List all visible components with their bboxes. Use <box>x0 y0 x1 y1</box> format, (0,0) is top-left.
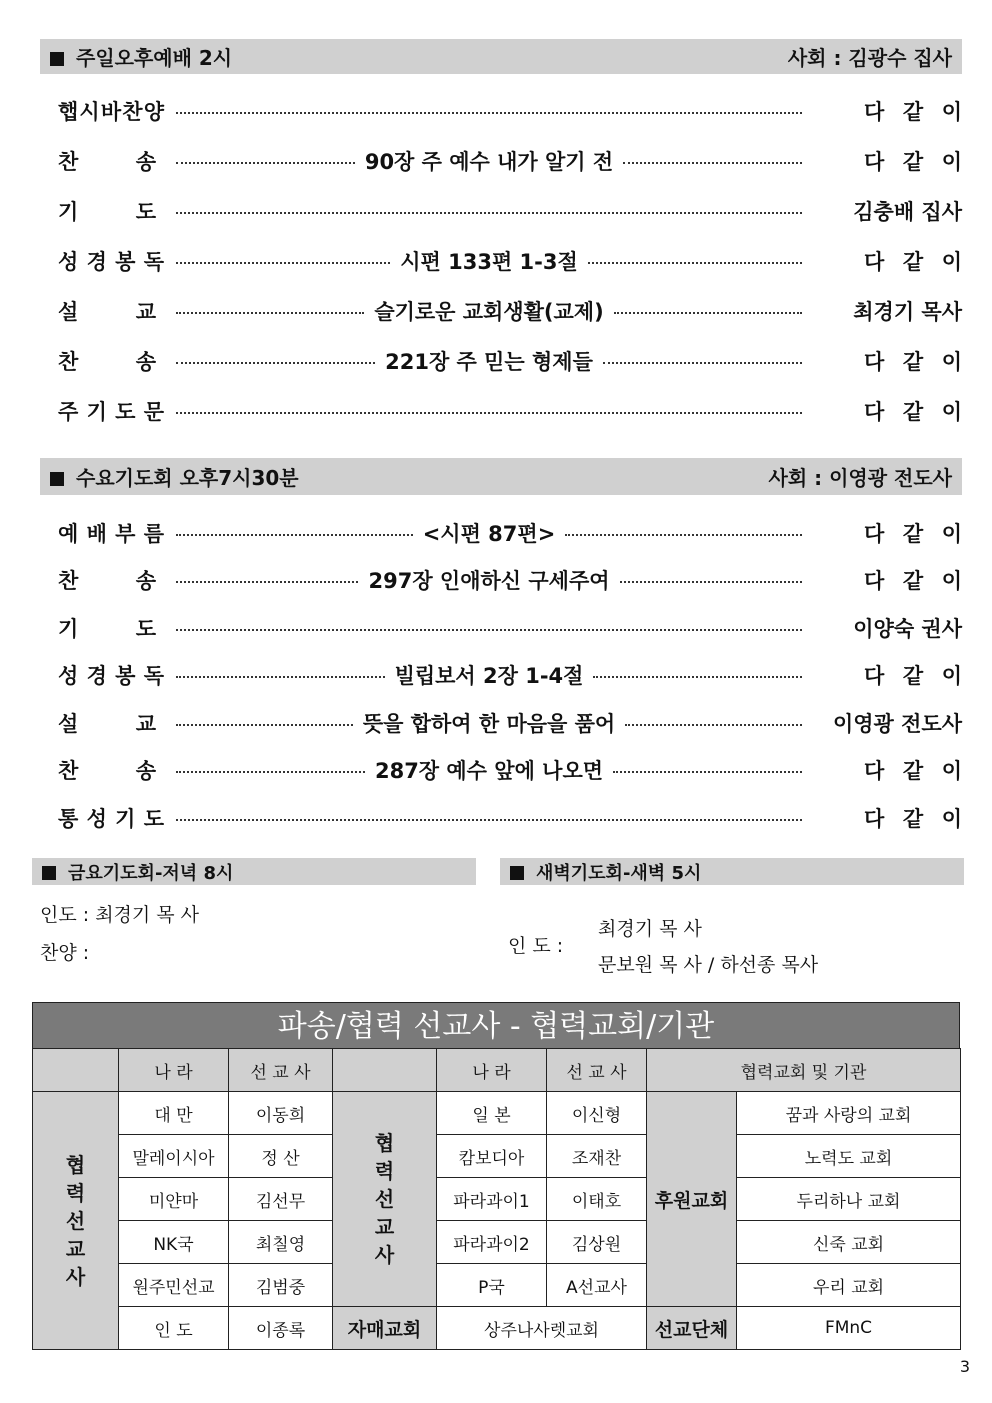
left-country: NK국 <box>119 1221 229 1264</box>
program-person: 다 같 이 <box>864 569 962 593</box>
church: 우리 교회 <box>737 1264 961 1307</box>
left-country: 대 만 <box>119 1092 229 1135</box>
dot-leader <box>176 312 364 314</box>
program-label: 찬 송 <box>58 759 156 783</box>
dot-leader <box>176 629 802 631</box>
header-missionary-left: 선 교 사 <box>229 1049 333 1092</box>
program-detail: 시편 133편 1-3절 <box>400 250 578 274</box>
wednesday-title: 수요기도회 오후7시30분 <box>76 466 299 490</box>
church: 노력도 교회 <box>737 1135 961 1178</box>
dot-leader <box>620 581 802 583</box>
church: 신죽 교회 <box>737 1221 961 1264</box>
left-country: 인 도 <box>119 1307 229 1350</box>
dot-leader <box>176 581 358 583</box>
mid-name: 이신형 <box>547 1092 647 1135</box>
left-name: 김선무 <box>229 1178 333 1221</box>
dot-leader <box>613 771 802 773</box>
program-person: 다 같 이 <box>864 150 962 174</box>
mid-name: 조재찬 <box>547 1135 647 1178</box>
program-row <box>58 296 962 326</box>
program-label: 햅 시 바 찬 양 <box>58 100 164 124</box>
program-row <box>58 565 962 595</box>
program-row <box>58 246 962 276</box>
dot-leader <box>588 262 802 264</box>
program-label: 성 경 봉 독 <box>58 664 164 688</box>
left-name: 최칠영 <box>229 1221 333 1264</box>
org-label: 선교단체 <box>647 1307 737 1350</box>
mid-country: 일 본 <box>437 1092 547 1135</box>
left-name: 김범중 <box>229 1264 333 1307</box>
program-person: 다 같 이 <box>864 400 962 424</box>
friday-header <box>32 858 476 885</box>
left-name: 이동희 <box>229 1092 333 1135</box>
mid-name: A선교사 <box>547 1264 647 1307</box>
dot-leader <box>603 362 802 364</box>
program-detail: 297장 인애하신 구세주여 <box>368 569 610 593</box>
dot-leader <box>565 534 802 536</box>
org-value: FMnC <box>737 1307 961 1350</box>
friday-praise: 찬양 : <box>40 942 90 964</box>
left-country: 말레이시아 <box>119 1135 229 1178</box>
program-person: 다 같 이 <box>864 664 962 688</box>
sunday-header <box>40 39 962 74</box>
program-row <box>58 755 962 785</box>
mid-name: 김상원 <box>547 1221 647 1264</box>
sunday-title: 주일오후예배 2시 <box>76 46 233 70</box>
dot-leader <box>176 212 802 214</box>
program-row <box>58 613 962 643</box>
program-person: 이영광 전도사 <box>832 712 962 736</box>
program-row <box>58 708 962 738</box>
program-row <box>58 146 962 176</box>
program-person: 다 같 이 <box>864 100 962 124</box>
header-country-mid: 나 라 <box>437 1049 547 1092</box>
sister-church-label: 자매교회 <box>333 1307 437 1350</box>
dot-leader <box>176 819 802 821</box>
program-person: 김충배 집사 <box>853 200 962 224</box>
wednesday-header <box>40 458 962 495</box>
program-label: 통 성 기 도 <box>58 807 164 831</box>
program-person: 다 같 이 <box>864 350 962 374</box>
sister-church-value: 상주나사렛교회 <box>437 1307 647 1350</box>
program-row <box>58 396 962 426</box>
program-row <box>58 803 962 833</box>
program-label: 예 배 부 름 <box>58 522 164 546</box>
program-row <box>58 346 962 376</box>
program-detail: <시편 87편> <box>422 522 556 546</box>
sunday-leader: 사회 : 김광수 집사 <box>787 46 952 70</box>
missions-title: 파송/협력 선교사 - 협력교회/기관 <box>32 1002 960 1049</box>
program-label: 기 도 <box>58 200 156 224</box>
program-detail: 빌립보서 2장 1-4절 <box>394 664 584 688</box>
program-person: 다 같 이 <box>864 807 962 831</box>
dot-leader <box>593 676 802 678</box>
program-row <box>58 196 962 226</box>
program-detail: 뜻을 합하여 한 마음을 품어 <box>362 712 616 736</box>
program-detail: 슬기로운 교회생활(교제) <box>374 300 604 324</box>
dot-leader <box>176 112 802 114</box>
page-number: 3 <box>959 1357 970 1376</box>
program-row <box>58 96 962 126</box>
program-person: 다 같 이 <box>864 250 962 274</box>
dot-leader <box>176 262 390 264</box>
program-row <box>58 518 962 548</box>
mid-country: 파라과이2 <box>437 1221 547 1264</box>
header-missionary-mid: 선 교 사 <box>547 1049 647 1092</box>
program-label: 설 교 <box>58 300 156 324</box>
header-country-left: 나 라 <box>119 1049 229 1092</box>
dot-leader <box>176 534 413 536</box>
program-person: 다 같 이 <box>864 759 962 783</box>
program-person: 다 같 이 <box>864 522 962 546</box>
church: 꿈과 사랑의 교회 <box>737 1092 961 1135</box>
program-label: 설 교 <box>58 712 156 736</box>
missions-table <box>32 1048 961 1350</box>
friday-leader: 인도 : 최경기 목 사 <box>40 904 200 926</box>
dot-leader <box>176 771 365 773</box>
program-label: 찬 송 <box>58 569 156 593</box>
program-label: 기 도 <box>58 617 156 641</box>
left-name: 정 산 <box>229 1135 333 1178</box>
dawn-title: 새벽기도회-새벽 5시 <box>536 862 702 884</box>
left-name: 이종록 <box>229 1307 333 1350</box>
dot-leader <box>176 724 353 726</box>
program-label: 찬 송 <box>58 350 156 374</box>
left-country: 미얀마 <box>119 1178 229 1221</box>
square-bullet-icon <box>50 52 64 66</box>
mid-name: 이태호 <box>547 1178 647 1221</box>
program-label: 찬 송 <box>58 150 156 174</box>
square-bullet-icon <box>510 866 524 880</box>
dot-leader <box>623 162 802 164</box>
dot-leader <box>176 676 385 678</box>
program-detail: 221장 주 믿는 형제들 <box>385 350 593 374</box>
square-bullet-icon <box>50 472 64 486</box>
dot-leader <box>176 162 355 164</box>
church: 두리하나 교회 <box>737 1178 961 1221</box>
program-detail: 287장 예수 앞에 나오면 <box>374 759 604 783</box>
group-mid: 협 력 선 교 사 <box>333 1092 437 1307</box>
dot-leader <box>614 312 802 314</box>
dawn-leader-2: 문보원 목 사 / 하선종 목사 <box>598 954 819 976</box>
mid-country: 파라과이1 <box>437 1178 547 1221</box>
group-right: 후원교회 <box>647 1092 737 1307</box>
dawn-header <box>500 858 964 885</box>
dawn-leader-1: 최경기 목 사 <box>598 918 702 940</box>
wednesday-leader: 사회 : 이영광 전도사 <box>768 466 952 490</box>
mid-country: P국 <box>437 1264 547 1307</box>
dot-leader <box>625 724 802 726</box>
mid-country: 캄보디아 <box>437 1135 547 1178</box>
program-person: 최경기 목사 <box>853 300 962 324</box>
dot-leader <box>176 362 375 364</box>
group-left: 협 력 선 교 사 <box>33 1092 119 1350</box>
program-person: 이양숙 권사 <box>853 617 962 641</box>
program-detail: 90장 주 예수 내가 알기 전 <box>364 150 614 174</box>
program-label: 주 기 도 문 <box>58 400 164 424</box>
square-bullet-icon <box>42 866 56 880</box>
dot-leader <box>176 412 802 414</box>
program-row <box>58 660 962 690</box>
left-country: 원주민선교 <box>119 1264 229 1307</box>
dawn-label: 인 도 : <box>508 935 564 957</box>
program-label: 성 경 봉 독 <box>58 250 164 274</box>
friday-title: 금요기도회-저녁 8시 <box>68 862 234 884</box>
header-church: 협력교회 및 기관 <box>647 1049 961 1092</box>
